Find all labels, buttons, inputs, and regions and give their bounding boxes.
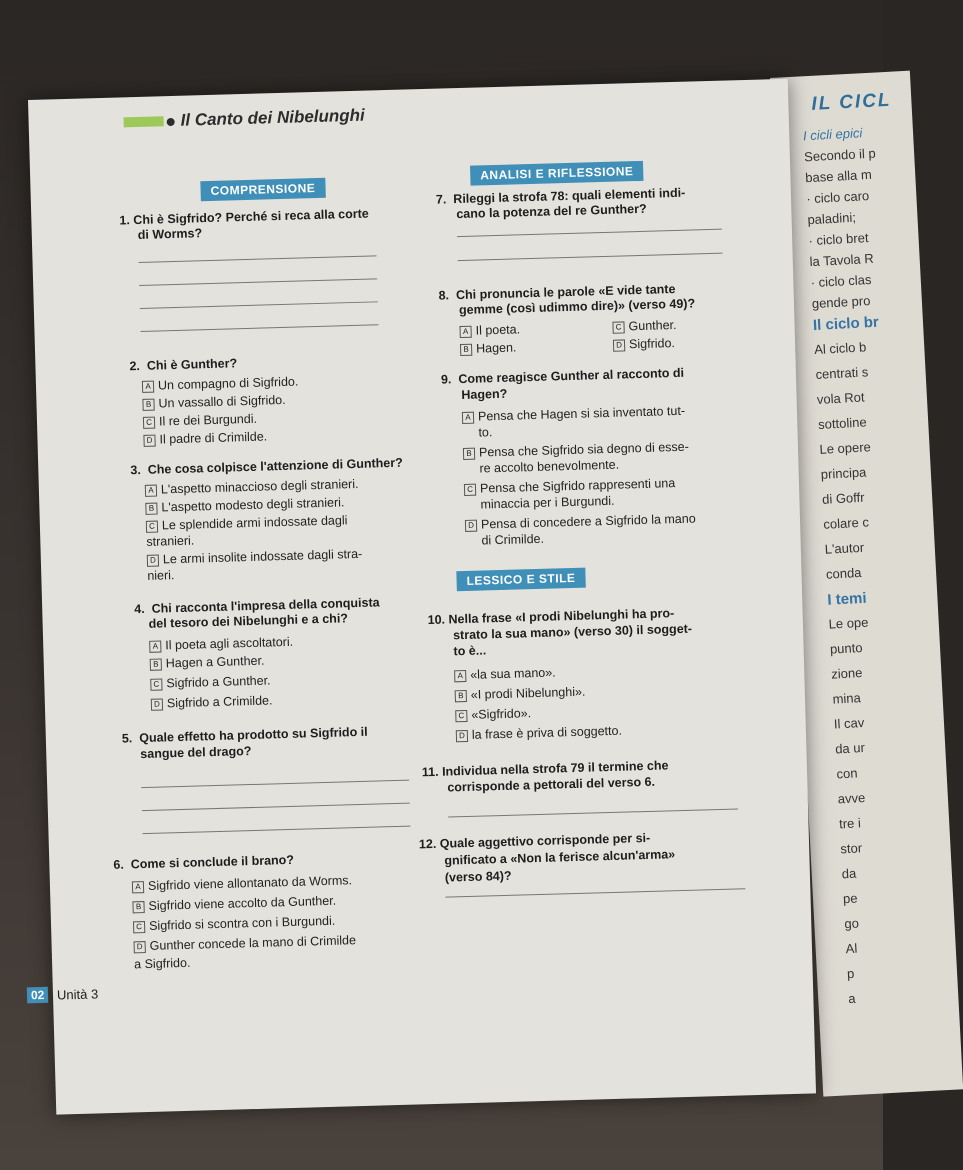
right-page-line: con xyxy=(836,765,858,782)
right-page-line: L'autor xyxy=(824,539,865,557)
q12-answer-line[interactable] xyxy=(445,888,745,897)
section-lessico: LESSICO E STILE xyxy=(456,568,585,592)
q8-option-b[interactable]: B Hagen. xyxy=(460,340,517,356)
right-page-line: Secondo il p xyxy=(803,145,877,165)
right-page-line: da ur xyxy=(834,739,866,757)
q5-answer-line-3[interactable] xyxy=(143,826,411,834)
right-page-line: · ciclo bret xyxy=(808,230,869,249)
q1-answer-line-3[interactable] xyxy=(140,301,378,309)
q11-text: 11. Individua nella strofa 79 il termine che xyxy=(421,758,669,780)
q10-text-3: to è... xyxy=(453,643,487,659)
q9-option-a[interactable]: A Pensa che Hagen si sia inventato tut- xyxy=(462,404,685,424)
q3-option-c[interactable]: C Le splendide armi indossate dagli xyxy=(146,513,348,533)
q3-option-d[interactable]: D Le armi insolite indossate dagli stra- xyxy=(147,547,363,567)
q4-option-c[interactable]: C Sigfrido a Gunther. xyxy=(150,673,271,690)
q5-answer-line-2[interactable] xyxy=(142,803,410,811)
q1-answer-line-1[interactable] xyxy=(139,255,377,263)
right-page-line: avve xyxy=(837,790,866,807)
right-page-line: base alla m xyxy=(804,166,873,186)
right-page-line: vola Rot xyxy=(816,389,865,407)
q2-option-b[interactable]: B Un vassallo di Sigfrido. xyxy=(142,393,285,411)
right-page-line: Al ciclo b xyxy=(813,339,867,358)
q1-text-2: di Worms? xyxy=(137,226,203,242)
right-page-line: di Goffr xyxy=(821,489,865,507)
unit-number-badge: 02 xyxy=(27,987,49,1004)
right-page-line: paladini; xyxy=(807,209,857,228)
right-page-line: tre i xyxy=(838,815,862,832)
right-page-line: Le ope xyxy=(828,614,869,632)
q6-option-d[interactable]: D Gunther concede la mano di Crimilde xyxy=(133,933,356,953)
q9-text: 9. Come reagisce Gunther al racconto di xyxy=(440,365,685,387)
q7-answer-line-1[interactable] xyxy=(457,229,722,237)
right-page-line: Al xyxy=(845,940,858,957)
right-page-line: go xyxy=(843,915,860,932)
q12-text-2: gnificato a «Non la ferisce alcun'arma» xyxy=(444,847,676,868)
q9-option-a-2: to. xyxy=(478,425,493,440)
q6-text: 6. Come si conclude il brano? xyxy=(113,852,295,872)
right-page-line: punto xyxy=(829,639,863,657)
q3-option-a[interactable]: A L'aspetto minaccioso degli stranieri. xyxy=(145,477,359,497)
q1-answer-line-4[interactable] xyxy=(140,324,378,332)
q12-text-3: (verso 84)? xyxy=(444,868,512,885)
q4-option-d[interactable]: D Sigfrido a Crimilde. xyxy=(151,693,273,710)
unit-label: Unità 3 xyxy=(56,986,99,1003)
q11-answer-line[interactable] xyxy=(448,808,738,817)
q4-text-2: del tesoro dei Nibelunghi e a chi? xyxy=(148,611,349,631)
q11-text-2: corrisponde a pettorali del verso 6. xyxy=(447,774,656,795)
q9-option-d-2: di Crimilde. xyxy=(481,531,545,548)
q9-option-c[interactable]: C Pensa che Sigfrido rappresenti una xyxy=(464,476,676,496)
right-page-line: da xyxy=(841,865,857,882)
right-page-line: p xyxy=(846,965,855,982)
right-page-line: stor xyxy=(840,840,863,857)
right-page-line: · ciclo clas xyxy=(810,271,872,291)
section-comprensione: COMPRENSIONE xyxy=(200,178,325,201)
q7-text-2: cano la potenza del re Gunther? xyxy=(456,201,647,222)
q10-text-2: strato la sua mano» (verso 30) il sogget- xyxy=(452,621,693,643)
title-accent-bar xyxy=(124,116,164,127)
q3-option-c-2: stranieri. xyxy=(146,533,195,549)
title-bullet xyxy=(167,118,175,126)
right-page-line: mina xyxy=(832,690,862,707)
q8-text-2: gemme (così udimmo dire)» (verso 49)? xyxy=(458,296,696,318)
q5-answer-line-1[interactable] xyxy=(141,780,409,788)
q6-option-c[interactable]: C Sigfrido si scontra con i Burgundi. xyxy=(133,914,336,934)
q9-text-2: Hagen? xyxy=(461,386,508,403)
q9-option-d[interactable]: D Pensa di concedere a Sigfrido la mano xyxy=(465,512,696,532)
right-page-line: principa xyxy=(820,464,867,482)
q7-text: 7. Rileggi la strofa 78: quali elementi indi- xyxy=(435,185,686,207)
right-page-line: a xyxy=(847,990,856,1007)
q10-text: 10. Nella frase «I prodi Nibelunghi ha pro- xyxy=(427,606,675,628)
left-page xyxy=(28,79,816,1115)
right-page-line: Le opere xyxy=(819,439,872,457)
q8-option-d[interactable]: D Sigfrido. xyxy=(613,336,675,352)
right-page-line: Il cav xyxy=(833,714,865,732)
right-page-line: la Tavola R xyxy=(809,250,875,270)
q1-text: 1. Chi è Sigfrido? Perché si reca alla corte xyxy=(119,206,369,228)
right-page-line: centrati s xyxy=(815,364,869,383)
q12-text: 12. Quale aggettivo corrisponde per si- xyxy=(418,830,651,852)
right-page-header: IL CICL xyxy=(810,89,893,115)
page-title: Il Canto dei Nibelunghi xyxy=(180,105,365,130)
q10-option-a[interactable]: A «la sua mano». xyxy=(454,665,556,682)
q8-option-c[interactable]: C Gunther. xyxy=(612,318,676,334)
right-page-line: conda xyxy=(825,564,862,582)
right-page-line: zione xyxy=(830,664,863,682)
right-page-line: I cicli epici xyxy=(802,125,863,144)
right-page-line: colare c xyxy=(823,514,870,532)
q2-option-c[interactable]: C Il re dei Burgundi. xyxy=(143,412,257,429)
right-page-line: I temi xyxy=(826,589,867,609)
q7-answer-line-2[interactable] xyxy=(458,253,723,261)
q2-option-d[interactable]: D Il padre di Crimilde. xyxy=(143,429,267,446)
q3-text: 3. Che cosa colpisce l'attenzione di Gunther? xyxy=(130,455,403,478)
q4-option-b[interactable]: B Hagen a Gunther. xyxy=(150,654,265,671)
section-analisi: ANALISI E RIFLESSIONE xyxy=(470,161,644,186)
right-page-line: sottoline xyxy=(817,414,867,432)
q2-text: 2. Chi è Gunther? xyxy=(129,356,238,374)
q8-option-a[interactable]: A Il poeta. xyxy=(459,322,520,338)
q8-text: 8. Chi pronuncia le parole «E vide tante xyxy=(438,281,676,303)
q6-option-a[interactable]: A Sigfrido viene allontanato da Worms. xyxy=(132,873,352,893)
q10-option-b[interactable]: B «I prodi Nibelunghi». xyxy=(455,685,586,703)
q6-option-d-2: a Sigfrido. xyxy=(133,955,191,972)
right-page-line: pe xyxy=(842,890,858,907)
q2-option-a[interactable]: A Un compagno di Sigfrido. xyxy=(142,375,299,393)
q4-text: 4. Chi racconta l'impresa della conquista xyxy=(134,595,380,617)
q9-option-c-2: minaccia per i Burgundi. xyxy=(480,493,615,512)
q5-text-2: sangue del drago? xyxy=(140,744,252,762)
q6-option-b[interactable]: B Sigfrido viene accolto da Gunther. xyxy=(132,894,336,914)
q10-option-d[interactable]: D la frase è priva di soggetto. xyxy=(456,724,622,743)
q3-option-d-2: nieri. xyxy=(147,568,175,583)
right-page-line: Il ciclo br xyxy=(812,313,880,335)
q5-text: 5. Quale effetto ha prodotto su Sigfrido il xyxy=(121,724,368,746)
right-page-line: · ciclo caro xyxy=(805,187,870,207)
q10-option-c[interactable]: C «Sigfrido». xyxy=(455,706,531,722)
q1-answer-line-2[interactable] xyxy=(139,278,377,286)
q3-option-b[interactable]: B L'aspetto modesto degli stranieri. xyxy=(145,495,344,515)
q9-option-b-2: re accolto benevolmente. xyxy=(479,457,620,476)
right-page-line: gende pro xyxy=(811,293,871,312)
q9-option-b[interactable]: B Pensa che Sigfrido sia degno di esse- xyxy=(463,440,689,460)
q4-option-a[interactable]: A Il poeta agli ascoltatori. xyxy=(149,635,293,653)
